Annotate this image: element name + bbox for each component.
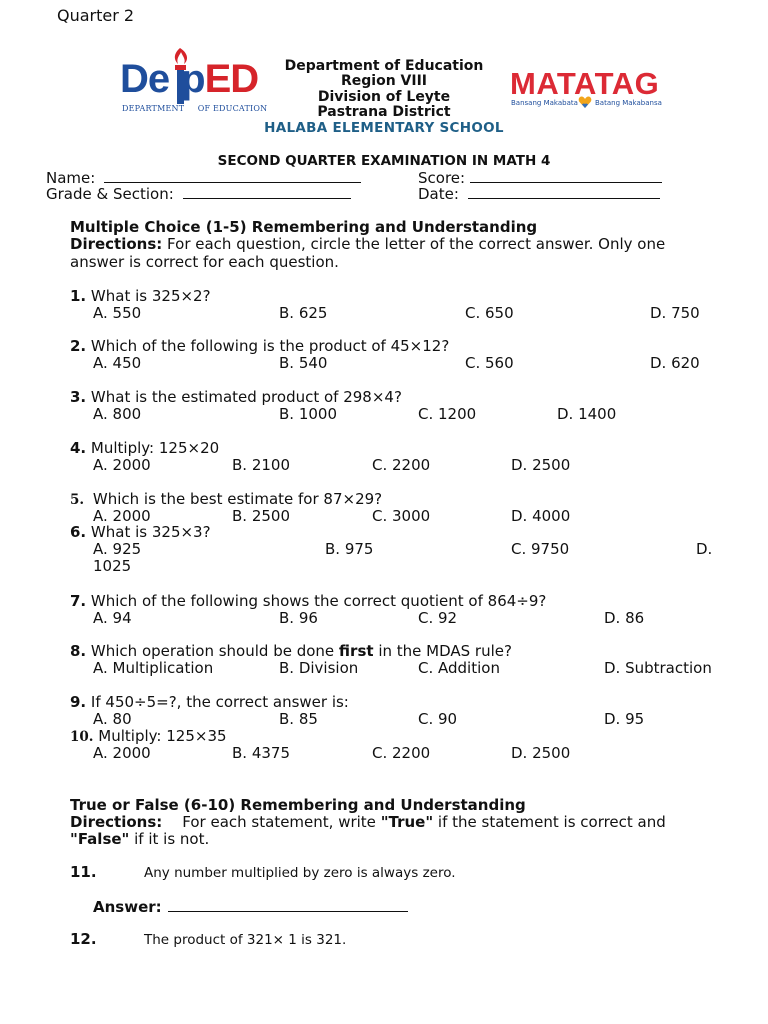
tf-item-11-text: Any number multiplied by zero is always zero. [144,865,456,881]
tf-item-12-number: 12. [70,930,97,948]
score-blank[interactable] [470,170,662,183]
q10-option-a[interactable]: A. 2000 [93,744,151,762]
matatag-logo [510,66,670,122]
header-line-2: Region VIII [340,73,428,89]
q4-option-c[interactable]: C. 2200 [372,456,431,474]
q7-option-a[interactable]: A. 94 [93,609,132,627]
q6-option-b[interactable]: B. 975 [325,540,374,558]
header-line-3: Division of Leyte [317,89,451,105]
quarter-label: Quarter 2 [57,6,135,25]
section2-title: True or False (6-10) Remembering and Understanding [70,796,526,814]
q3-option-b[interactable]: B. 1000 [279,405,338,423]
q4-option-a[interactable]: A. 2000 [93,456,151,474]
tf-item-12-text: The product of 321× 1 is 321. [144,932,347,948]
date-blank[interactable] [468,186,660,199]
school-name: HALABA ELEMENTARY SCHOOL [264,120,504,136]
q9-option-a[interactable]: A. 80 [93,710,132,728]
section1-directions-line2: answer is correct for each question. [70,253,339,271]
deped-logo-sub-left: DEPARTMENT [122,104,185,113]
header-line-1: Department of Education [284,58,484,74]
header-line-4: Pastrana District [317,104,451,120]
date-label: Date: [418,185,459,203]
q9-option-d[interactable]: D. 95 [604,710,645,728]
q10-option-c[interactable]: C. 2200 [372,744,431,762]
grade-blank[interactable] [183,186,351,199]
section1-title: Multiple Choice (1-5) Remembering and Understanding [70,218,538,236]
q5-option-c[interactable]: C. 3000 [372,507,431,525]
tf-item-11-number: 11. [70,863,97,881]
section2-directions-line2: "False" if it is not. [70,830,210,848]
answer-field-11[interactable] [93,898,408,916]
answer-label: Answer: [93,898,162,916]
q5-option-a[interactable]: A. 2000 [93,507,151,525]
question-1: 1. What is 325×2? [70,287,211,305]
q1-option-b[interactable]: B. 625 [279,304,328,322]
q2-option-b[interactable]: B. 540 [279,354,328,372]
q6-option-a[interactable]: A. 925 [93,540,142,558]
q7-option-d[interactable]: D. 86 [604,609,645,627]
question-3: 3. What is the estimated product of 298×4? [70,388,402,406]
grade-section-field[interactable] [46,185,351,203]
deped-logo-sub-right: OF EDUCATION [197,104,268,113]
name-label: Name: [46,169,96,187]
heart-icon [578,95,592,109]
question-8: 8. Which operation should be done first in the MDAS rule? [70,642,512,660]
score-label: Score: [418,169,466,187]
matatag-logo-text: MATATAG [510,66,660,101]
q8-option-a[interactable]: A. Multiplication [93,659,214,677]
q6-option-c[interactable]: C. 9750 [511,540,570,558]
q2-option-c[interactable]: C. 560 [465,354,514,372]
q2-option-d[interactable]: D. 620 [650,354,700,372]
question-7: 7. Which of the following shows the correct quotient of 864÷9? [70,592,547,610]
question-5: 5. Which is the best estimate for 87×29? [70,490,383,508]
q6-option-d-value[interactable]: 1025 [93,557,132,575]
question-10: 10. Multiply: 125×35 [70,727,227,745]
q8-option-c[interactable]: C. Addition [418,659,500,677]
q2-option-a[interactable]: A. 450 [93,354,142,372]
q1-option-d[interactable]: D. 750 [650,304,700,322]
question-9: 9. If 450÷5=?, the correct answer is: [70,693,349,711]
q1-option-a[interactable]: A. 550 [93,304,142,322]
exam-title: SECOND QUARTER EXAMINATION IN MATH 4 [217,153,551,169]
q9-option-c[interactable]: C. 90 [418,710,458,728]
q9-option-b[interactable]: B. 85 [279,710,318,728]
question-2: 2. Which of the following is the product of 45×12? [70,337,450,355]
q6-option-d-letter[interactable]: D. [696,540,713,558]
section1-directions-line1: Directions: For each question, circle the letter of the correct answer. Only one [70,235,666,253]
section2-directions-line1: Directions: For each statement, write "True" if the statement is correct and [70,813,666,831]
q8-option-d[interactable]: D. Subtraction [604,659,712,677]
q8-option-b[interactable]: B. Division [279,659,359,677]
matatag-sub-left: Bansang Makabata [511,99,578,107]
q5-option-b[interactable]: B. 2500 [232,507,291,525]
q7-option-c[interactable]: C. 92 [418,609,458,627]
q3-option-c[interactable]: C. 1200 [418,405,477,423]
name-blank[interactable] [104,170,361,183]
grade-label: Grade & Section: [46,185,174,203]
question-4: 4. Multiply: 125×20 [70,439,220,457]
q7-option-b[interactable]: B. 96 [279,609,318,627]
q5-option-d[interactable]: D. 4000 [511,507,571,525]
deped-logo: De pED DEPARTMENT OF EDUCATION [118,44,263,116]
q10-option-d[interactable]: D. 2500 [511,744,571,762]
matatag-sub-right: Batang Makabansa [595,99,662,107]
answer-blank[interactable] [168,899,408,912]
q4-option-b[interactable]: B. 2100 [232,456,291,474]
date-field[interactable] [418,185,660,203]
q4-option-d[interactable]: D. 2500 [511,456,571,474]
q3-option-a[interactable]: A. 800 [93,405,142,423]
q3-option-d[interactable]: D. 1400 [557,405,617,423]
q1-option-c[interactable]: C. 650 [465,304,514,322]
q10-option-b[interactable]: B. 4375 [232,744,291,762]
question-6: 6. What is 325×3? [70,523,211,541]
